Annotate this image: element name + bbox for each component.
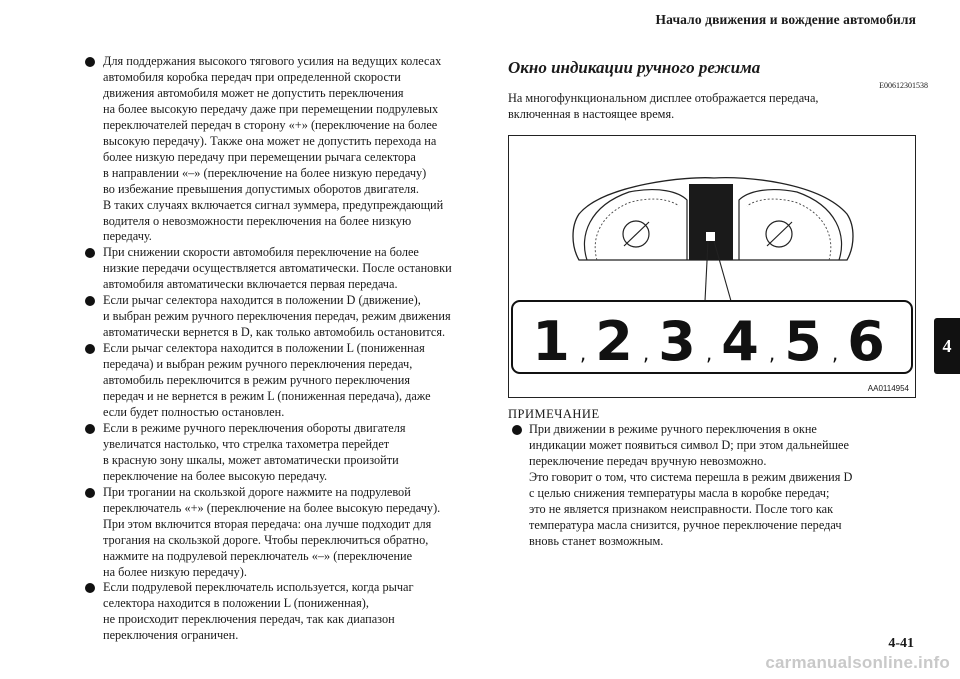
gear-separator: , (642, 341, 650, 365)
gear-digit: 1 (532, 310, 570, 373)
list-item-text: Если в режиме ручного переключения обороты двигателя увеличатся настолько, что стрелка тахометра перейдет в красную зону шкалы, может автоматически произойти переключение на более высокую передачу. (103, 420, 406, 483)
gear-digit: 3 (658, 310, 696, 373)
list-item (84, 421, 484, 485)
left-column (84, 54, 484, 644)
gear-separator: , (579, 341, 587, 365)
instrument-cluster-figure (508, 135, 916, 398)
list-item (84, 485, 484, 581)
bullet-dot-icon (85, 583, 95, 593)
gear-separator: , (768, 341, 776, 365)
speedometer-gauge (584, 190, 687, 260)
list-item (84, 293, 484, 341)
bullet-dot-icon (85, 296, 95, 306)
note-block (508, 407, 928, 550)
gear-digit: 4 (721, 310, 759, 373)
list-item-text: При трогании на скользкой дороге нажмите на подрулевой переключатель «+» (переключение на более высокую передачу). При этом включится вторая передача: она лучше подходит для трогания на скользкой дороге. Чтобы переключиться обратно, нажмите на подрулевой переключатель «–» (переключение на более низкую передачу). (103, 484, 441, 579)
list-item (84, 341, 484, 421)
note-text: При движении в режиме ручного переключения в окне индикации может появиться символ D; при этом дальнейшее переключение передач вручную невозможно. Это говорит о том, что система перешла в режим движения D с целью снижения температуры масла в коробке передач; это не является признаком неисправности. После того как температура масла снизится, ручное переключение передач вновь станет возможным. (529, 422, 853, 548)
bullet-dot-icon (512, 425, 522, 435)
list-item (84, 245, 484, 293)
list-item-text: Если рычаг селектора находится в положении L (пониженная передача) и выбран режим ручного переключения передач, автомобиль переключится в режим ручного переключения передач и не вернется в режим L (пониженная передача), даже если будет полностью остановлен. (103, 341, 431, 419)
section-code: E00612301538 (879, 81, 928, 90)
watermark: carmanualsonline.info (765, 653, 950, 672)
tachometer-gauge (739, 190, 842, 260)
gear-separator: , (831, 341, 839, 365)
list-item-text: Если рычаг селектора находится в положении D (движение), и выбран режим ручного переключения передач, режим движения автоматически вернется в D, как только автомобиль остановится. (103, 293, 451, 340)
gear-separator: , (705, 341, 713, 365)
list-item (84, 54, 484, 245)
list-item-text: Если подрулевой переключатель используется, когда рычаг селектора находится в положении L (пониженная), не происходит переключения передач, так как диапазон переключения ограничен. (103, 580, 414, 643)
list-item (84, 580, 484, 644)
gear-digit: 2 (595, 310, 633, 373)
gear-digit: 5 (784, 310, 822, 373)
bullet-dot-icon (85, 424, 95, 434)
instrument-cluster-illustration (509, 136, 917, 399)
bullet-dot-icon (85, 344, 95, 354)
gear-indicator-window (706, 232, 715, 241)
note-title: ПРИМЕЧАНИЕ (508, 407, 600, 421)
section-tab: 4 (934, 318, 960, 374)
section-description: На многофункциональном дисплее отображается передача, включенная в настоящее время. (508, 91, 819, 121)
list-item-text: При снижении скорости автомобиля переключение на более низкие передачи осуществляется автоматически. После остановки автомобиля автоматически включается первая передача. (103, 245, 452, 292)
right-column (508, 54, 928, 123)
page-number: 4-41 (888, 636, 914, 651)
bullet-dot-icon (85, 488, 95, 498)
page-header-title: Начало движения и вождение автомобиля (655, 12, 916, 27)
figure-code: AA0114954 (867, 384, 909, 393)
gear-digit: 6 (847, 310, 885, 373)
section-heading: Окно индикации ручного режима (508, 58, 761, 77)
multi-display-screen (689, 184, 733, 260)
bullet-dot-icon (85, 57, 95, 67)
bullet-dot-icon (85, 248, 95, 258)
list-item-text: Для поддержания высокого тягового усилия на ведущих колесах автомобиля коробка передач при определенной скорости движения автомобиля может не допустить переключения на более высокую передачу даже при перемещении подрулевых переключателей передач в сторону «+» (переключение на более высокую передачу). Также она может не допустить перехода на более низкую передачу при перемещении рычага селектора в направлении «–» (переключение на более низкую передачу) во избежание превышения допустимых оборотов двигателя. В таких случаях включается сигнал зуммера, предупреждающий водителя о невозможности переключения на более низкую передачу. (103, 54, 444, 244)
list-item (508, 422, 928, 550)
